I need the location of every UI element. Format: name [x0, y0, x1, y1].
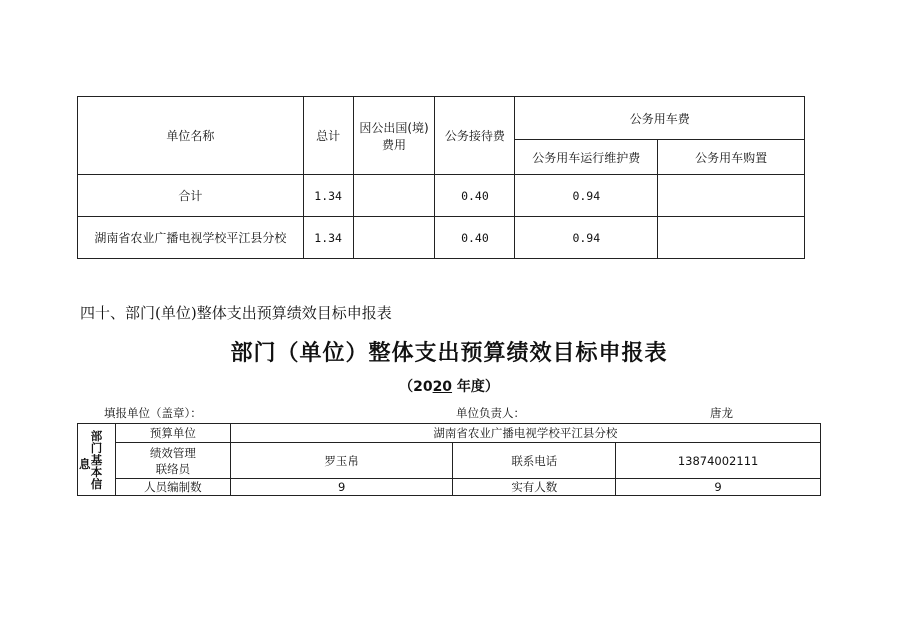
- row-vehicle-buy: [658, 217, 805, 259]
- header-vehicle-buy: 公务用车购置: [658, 140, 805, 175]
- leader-name: 唐龙: [710, 406, 733, 420]
- table-row: [78, 175, 805, 217]
- staff-value: 9: [230, 479, 453, 496]
- budget-unit-label: 预算单位: [115, 424, 230, 443]
- row-vehicle-run: 0.94: [515, 175, 658, 217]
- header-abroad: [353, 97, 435, 175]
- side-char: 部: [90, 428, 103, 443]
- side-char: 基: [90, 452, 103, 467]
- header-vehicle-run: 公务用车运行维护费: [515, 140, 658, 175]
- row-name: 合计: [78, 175, 304, 217]
- row-total: 1.34: [303, 175, 353, 217]
- year-suffix: 年度）: [452, 379, 499, 395]
- row-name: 湖南省农业广播电视学校平江县分校: [78, 217, 304, 259]
- section-heading: 四十、部门(单位)整体支出预算绩效目标申报表: [80, 304, 392, 322]
- header-unit-name: 单位名称: [78, 97, 304, 175]
- year-open: （: [399, 379, 414, 395]
- side-char: 门: [90, 440, 103, 455]
- expense-table: [77, 96, 805, 259]
- row-vehicle-run: 0.94: [515, 217, 658, 259]
- staff-label: 人员编制数: [115, 479, 230, 496]
- header-reception: 公务接待费: [435, 97, 515, 175]
- header-abroad-line2: 费用: [382, 137, 407, 152]
- side-char: 本: [90, 464, 103, 479]
- page-title: 部门（单位）整体支出预算绩效目标申报表: [230, 341, 668, 366]
- contact-label: [115, 443, 230, 479]
- row-abroad: [353, 175, 435, 217]
- phone-label: 联系电话: [453, 443, 616, 479]
- header-abroad-line1: 因公出国(境): [359, 120, 429, 135]
- table-row: [78, 217, 805, 259]
- contact-label-line2: 联络员: [155, 461, 191, 476]
- filler-label: 填报单位（盖章）：: [104, 406, 202, 420]
- basic-info-table: [77, 423, 821, 496]
- phone-value: 13874002111: [616, 443, 821, 479]
- year-bold: 20: [432, 379, 453, 395]
- year-line: [0, 376, 898, 396]
- actual-value: 9: [616, 479, 821, 496]
- year-prefix: 20: [413, 379, 433, 395]
- contact-label-line1: 绩效管理: [149, 445, 196, 460]
- row-reception: 0.40: [435, 217, 515, 259]
- row-abroad: [353, 217, 435, 259]
- header-vehicle: 公务用车费: [515, 97, 805, 140]
- row-reception: 0.40: [435, 175, 515, 217]
- leader-label: 单位负责人：: [456, 406, 525, 420]
- actual-label: 实有人数: [453, 479, 616, 496]
- side-label-extra: 息: [79, 457, 91, 471]
- row-vehicle-buy: [658, 175, 805, 217]
- contact-name: 罗玉帛: [230, 443, 453, 479]
- budget-unit-value: 湖南省农业广播电视学校平江县分校: [230, 424, 820, 443]
- row-total: 1.34: [303, 217, 353, 259]
- header-total: 总计: [303, 97, 353, 175]
- side-char: 信: [90, 476, 103, 491]
